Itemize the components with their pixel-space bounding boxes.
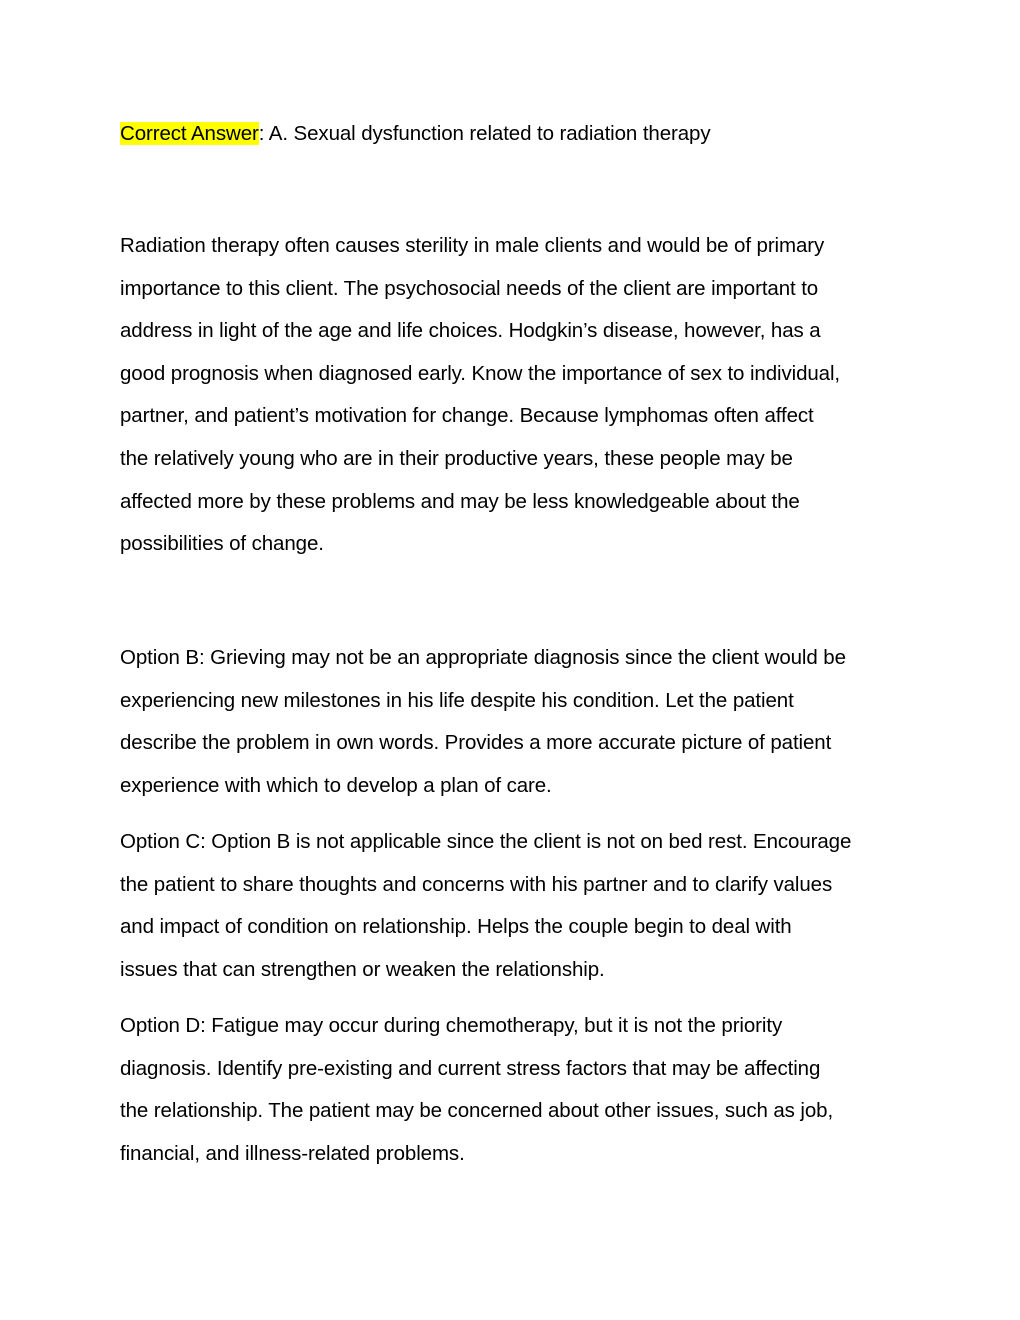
paragraph-line: issues that can strengthen or weaken the relationship. (120, 957, 605, 981)
paragraph-line: the relatively young who are in their productive years, these people may be (120, 446, 793, 470)
paragraph-line: Option B: Grieving may not be an appropriate diagnosis since the client would be (120, 646, 846, 669)
option-b-paragraph (120, 637, 900, 807)
paragraph-line: address in light of the age and life choices. Hodgkin’s disease, however, has a (120, 319, 821, 343)
option-c-paragraph (120, 821, 900, 991)
paragraph-line: and impact of condition on relationship. Helps the couple begin to deal with (120, 915, 792, 939)
paragraph-line: the relationship. The patient may be concerned about other issues, such as job, (120, 1099, 834, 1123)
rationale-paragraph (120, 225, 900, 566)
paragraph-line: possibilities of change. (120, 532, 324, 556)
correct-answer-label: Correct Answer (120, 122, 259, 145)
paragraph-line: Radiation therapy often causes sterility in male clients and would be of primary (120, 234, 825, 257)
correct-answer-line (120, 113, 900, 156)
paragraph-line: financial, and illness-related problems. (120, 1141, 465, 1165)
paragraph-line: affected more by these problems and may be less knowledgeable about the (120, 489, 800, 513)
paragraph-line: experiencing new milestones in his life despite his condition. Let the patient (120, 688, 794, 712)
paragraph-line: importance to this client. The psychosocial needs of the client are important to (120, 276, 819, 300)
paragraph-line: Option D: Fatigue may occur during chemotherapy, but it is not the priority (120, 1014, 783, 1037)
paragraph-line: experience with which to develop a plan of care. (120, 773, 552, 797)
paragraph-line: diagnosis. Identify pre-existing and current stress factors that may be affecting (120, 1056, 821, 1080)
paragraph-line: describe the problem in own words. Provides a more accurate picture of patient (120, 731, 832, 755)
paragraph-line: Option C: Option B is not applicable since the client is not on bed rest. Encourage (120, 830, 852, 853)
paragraph-line: the patient to share thoughts and concerns with his partner and to clarify values (120, 872, 833, 896)
correct-answer-text: : A. Sexual dysfunction related to radiation therapy (258, 122, 711, 145)
paragraph-line: good prognosis when diagnosed early. Know the importance of sex to individual, (120, 361, 841, 385)
option-d-paragraph (120, 1005, 900, 1175)
paragraph-line: partner, and patient’s motivation for change. Because lymphomas often affect (120, 404, 814, 428)
